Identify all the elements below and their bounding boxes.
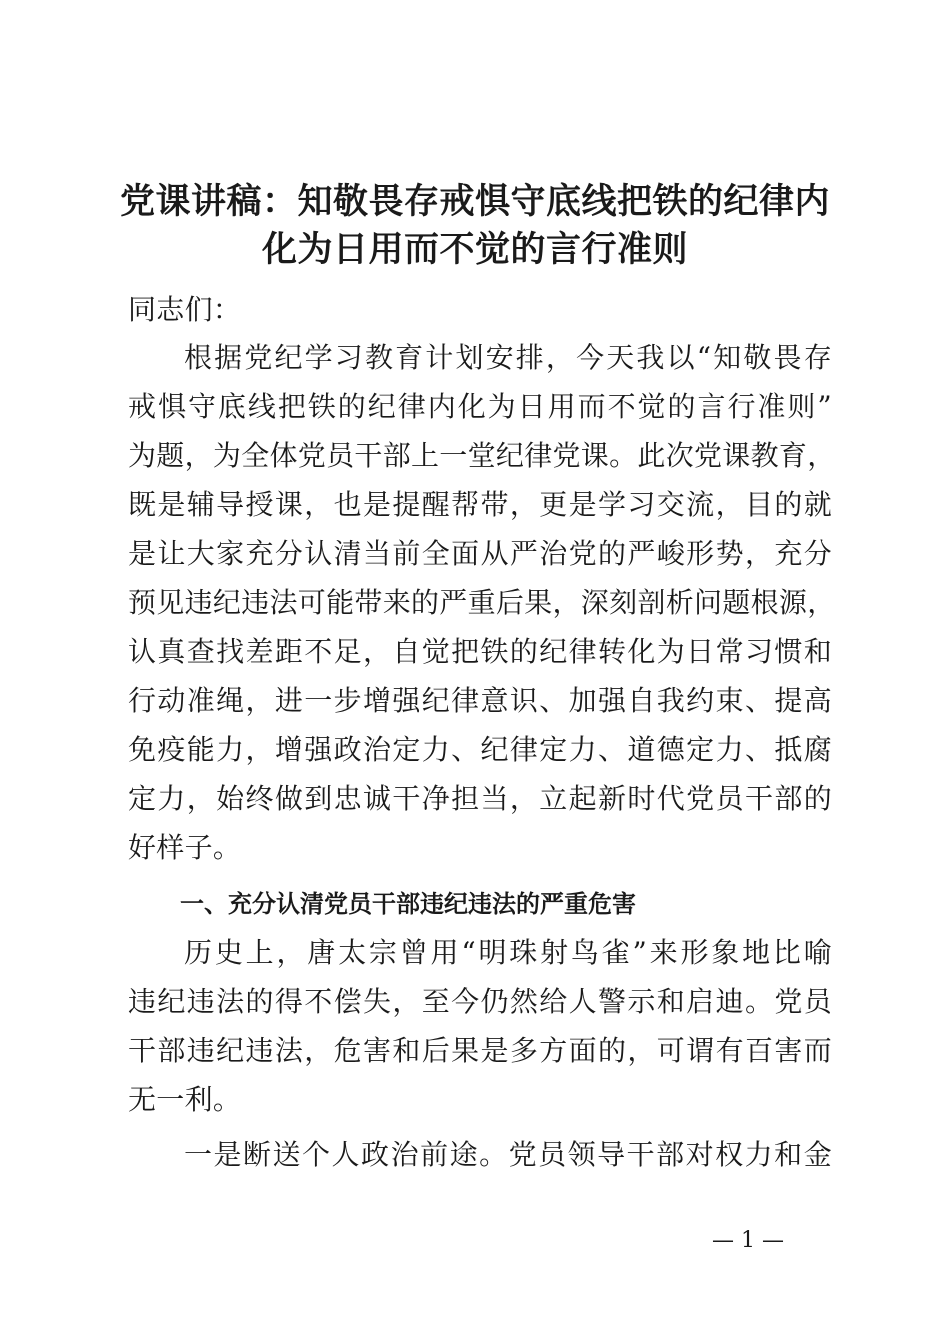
- paragraph-line: 干部违纪违法，危害和后果是多方面的，可谓有百害而: [128, 1034, 832, 1067]
- paragraph-line: 戒惧守底线把铁的纪律内化为日用而不觉的言行准则”: [128, 390, 832, 423]
- paragraph-line: 历史上，唐太宗曾用“明珠射鸟雀”来形象地比喻: [184, 936, 832, 969]
- page-number: — 1 —: [712, 1228, 784, 1253]
- paragraph-line: 既是辅导授课，也是提醒帮带，更是学习交流，目的就: [128, 488, 832, 521]
- paragraph-line: 根据党纪学习教育计划安排，今天我以“知敬畏存: [184, 341, 832, 374]
- paragraph-line: 认真查找差距不足，自觉把铁的纪律转化为日常习惯和: [128, 635, 832, 668]
- paragraph-line: 行动准绳，进一步增强纪律意识、加强自我约束、提高: [128, 684, 832, 717]
- section1-paragraph-2: [128, 1130, 832, 1179]
- section1-paragraph-1: [128, 928, 832, 1124]
- paragraph-line: 为题，为全体党员干部上一堂纪律党课。此次党课教育，: [128, 439, 836, 472]
- paragraph-line: 定力，始终做到忠诚干净担当，立起新时代党员干部的: [128, 782, 832, 815]
- paragraph-line: 是让大家充分认清当前全面从严治党的严峻形势，充分: [128, 537, 832, 570]
- title-line-2: 化为日用而不觉的言行准则: [261, 229, 688, 270]
- paragraph-line: 违纪违法的得不偿失，至今仍然给人警示和启迪。党员: [128, 985, 832, 1018]
- title-line-1: 党课讲稿：知敬畏存戒惧守底线把铁的纪律内: [120, 181, 831, 222]
- salutation-text: 同志们：: [128, 293, 242, 326]
- paragraph-line: 预见违纪违法可能带来的严重后果，深刻剖析问题根源，: [128, 586, 836, 619]
- paragraph-line: 好样子。: [128, 831, 242, 864]
- document-title: [120, 178, 830, 274]
- salutation: [128, 285, 832, 334]
- paragraph-line: 免疫能力，增强政治定力、纪律定力、道德定力、抵腐: [128, 733, 832, 766]
- section-heading: 一、充分认清党员干部违纪违法的严重危害: [180, 890, 636, 918]
- paragraph-line: 一是断送个人政治前途。党员领导干部对权力和金: [184, 1138, 832, 1171]
- intro-paragraph: [128, 333, 836, 872]
- paragraph-line: 无一利。: [128, 1083, 242, 1116]
